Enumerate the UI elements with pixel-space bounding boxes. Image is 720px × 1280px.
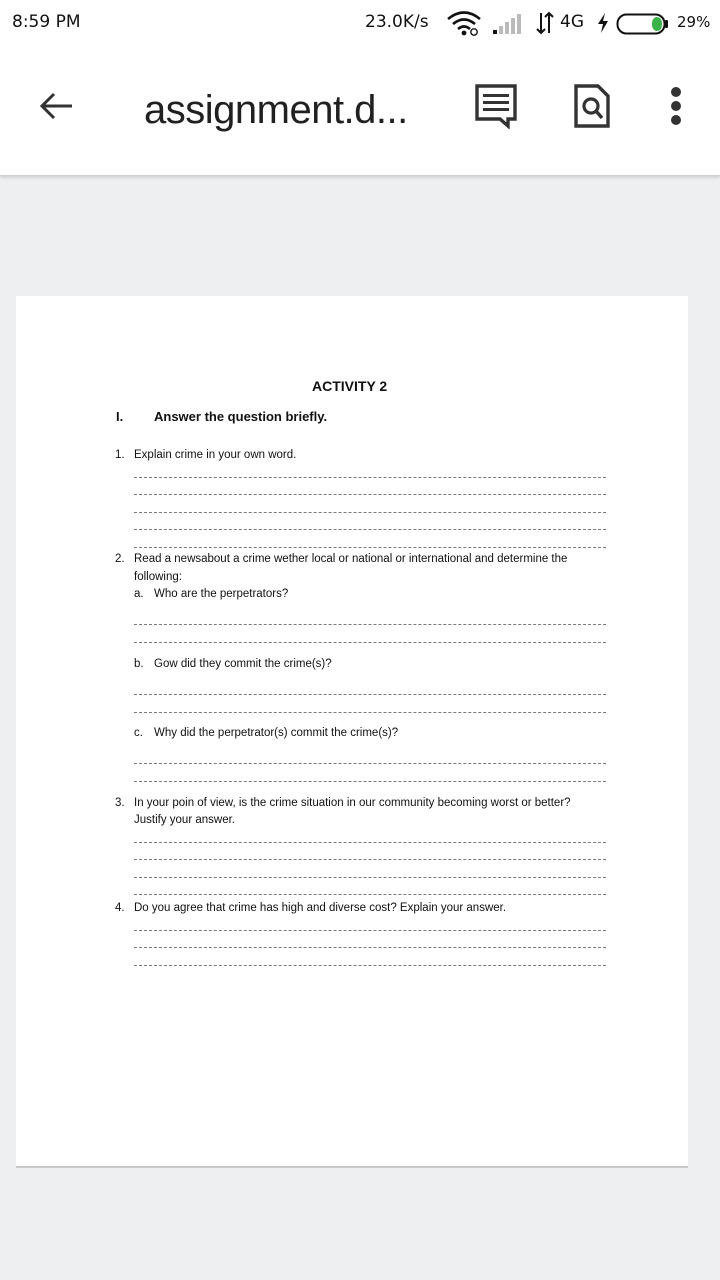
answer-line [134, 930, 606, 931]
answer-line [134, 877, 606, 878]
answer-line [134, 624, 606, 625]
question-4-number: 4. [115, 902, 125, 914]
section-numeral: I. [116, 409, 124, 424]
question-2-text-line1: Read a newsabout a crime wether local or national or international and determine the [134, 553, 568, 565]
answer-line [134, 642, 606, 643]
answer-line [134, 529, 606, 530]
question-3-text-line2: Justify your answer. [134, 814, 235, 826]
more-options-button[interactable] [648, 78, 704, 134]
wifi-icon [446, 10, 482, 36]
more-vert-icon [669, 86, 683, 126]
question-4-text: Do you agree that crime has high and diverse cost? Explain your answer. [134, 902, 507, 914]
question-2b-text: Gow did they commit the crime(s)? [154, 658, 332, 670]
question-3-text-line1: In your poin of view, is the crime situation in our community becoming worst or better? [134, 797, 571, 809]
document-page[interactable] [16, 296, 688, 1168]
signal-icon [492, 13, 522, 35]
battery-icon [616, 13, 670, 35]
question-2c-text: Why did the perpetrator(s) commit the crime(s)? [154, 727, 399, 739]
answer-line [134, 842, 606, 843]
text-view-icon [474, 83, 518, 129]
charging-bolt-icon [596, 12, 610, 34]
answer-line [134, 477, 606, 478]
answer-line [134, 763, 606, 764]
document-title: assignment.d... [144, 88, 408, 132]
question-1-text: Explain crime in your own word. [134, 449, 297, 461]
answer-line [134, 947, 606, 948]
data-transfer-icon [535, 11, 555, 35]
answer-line [134, 694, 606, 695]
answer-line [134, 894, 606, 895]
status-network-speed: 23.0K/s [365, 12, 429, 32]
question-2a-text: Who are the perpetrators? [154, 588, 289, 600]
question-1-number: 1. [115, 449, 125, 461]
answer-line [134, 547, 606, 548]
status-bar [0, 0, 720, 48]
status-time: 8:59 PM [12, 12, 81, 32]
activity-heading: ACTIVITY 2 [312, 378, 388, 394]
answer-line [134, 781, 606, 782]
answer-line [134, 512, 606, 513]
back-button[interactable] [30, 80, 82, 132]
battery-percent: 29% [677, 13, 711, 31]
find-in-page-icon [573, 83, 611, 129]
answer-line [134, 859, 606, 860]
question-2b-letter: b. [134, 658, 144, 670]
arrow-left-icon [38, 91, 74, 121]
text-view-button[interactable] [468, 78, 524, 134]
find-in-page-button[interactable] [564, 78, 620, 134]
question-2-number: 2. [115, 553, 125, 565]
question-3-number: 3. [115, 797, 125, 809]
answer-line [134, 494, 606, 495]
answer-line [134, 965, 606, 966]
question-2-text-line2: following: [134, 571, 182, 583]
status-network-type: 4G [560, 12, 584, 32]
question-2a-letter: a. [134, 588, 144, 600]
question-2c-letter: c. [134, 727, 143, 739]
section-title: Answer the question briefly. [154, 409, 328, 424]
app-bar [0, 48, 720, 176]
answer-line [134, 712, 606, 713]
